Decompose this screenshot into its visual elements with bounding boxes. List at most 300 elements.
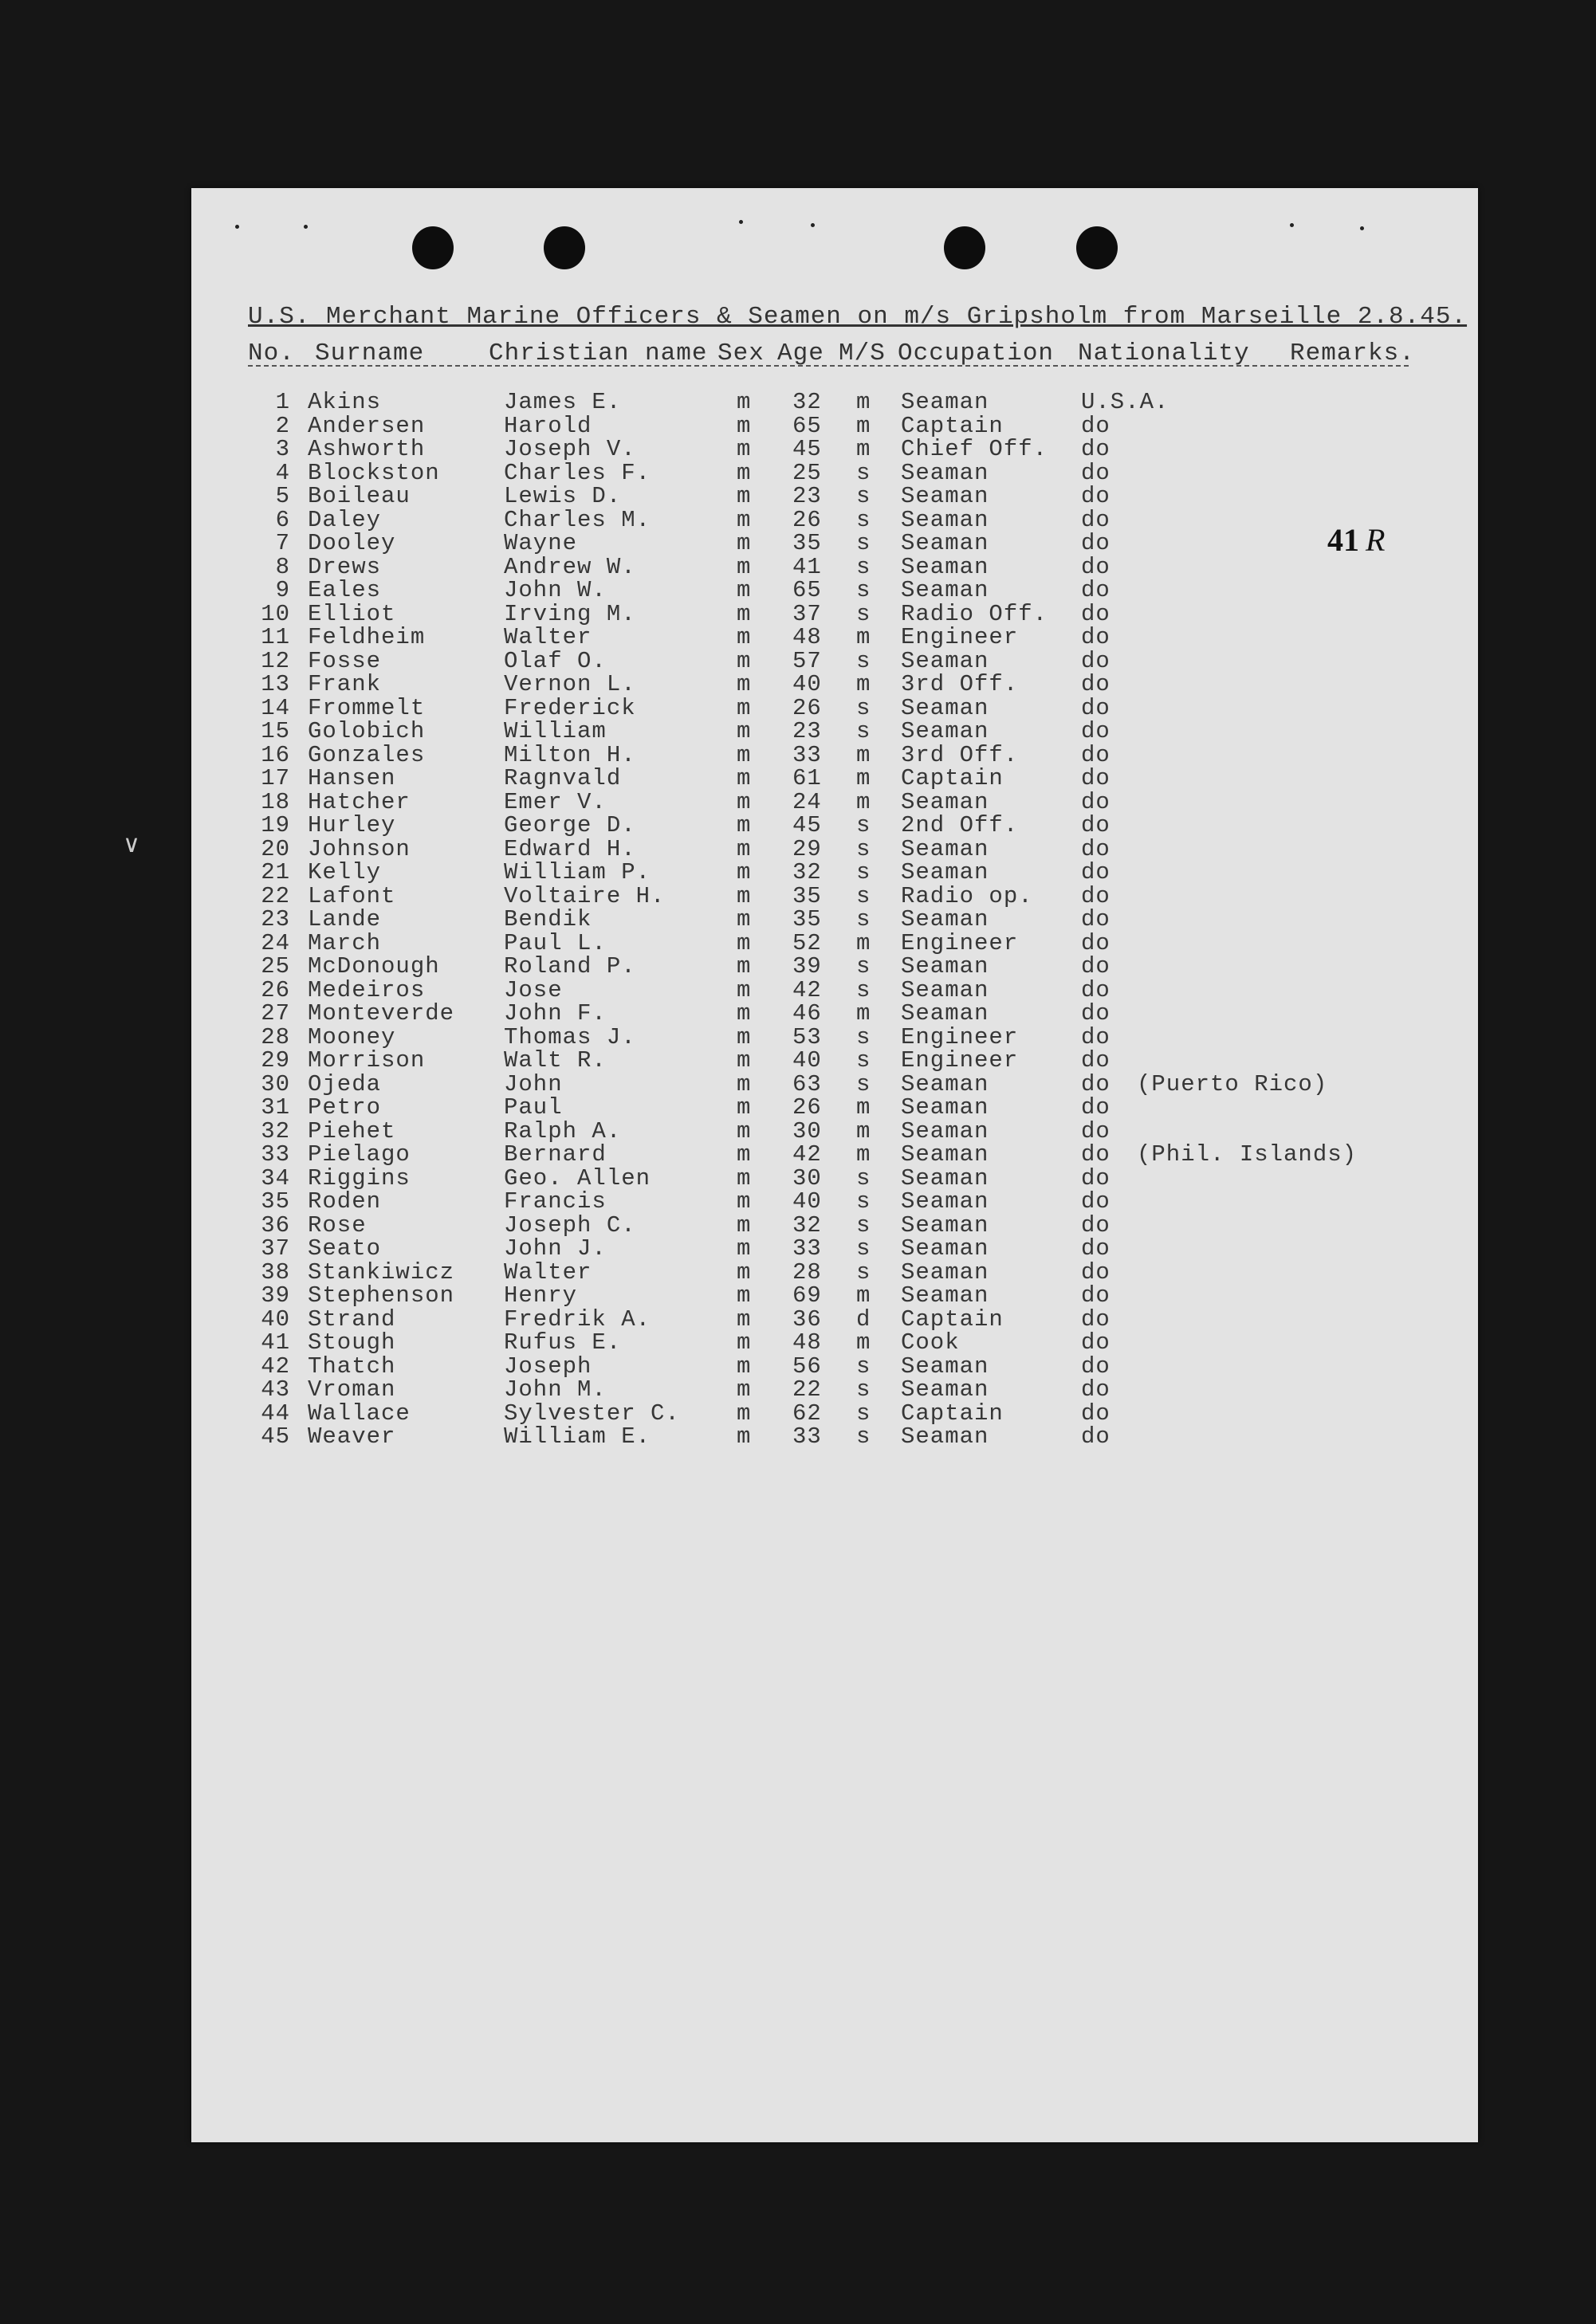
age-cell: 22 (792, 1376, 822, 1403)
nationality-cell: do (1081, 600, 1111, 627)
sex-cell: m (737, 389, 752, 415)
marital-status-cell: s (856, 1376, 871, 1403)
occupation-cell: 3rd Off. (901, 741, 1019, 768)
sex-cell: m (737, 976, 752, 1003)
nationality-cell: do (1081, 1400, 1111, 1427)
table-row (191, 554, 1478, 578)
nationality-cell: do (1081, 859, 1111, 885)
occupation-cell: Seaman (901, 1352, 989, 1380)
occupation-cell: Seaman (901, 835, 989, 862)
surname-cell: Andersen (308, 412, 426, 439)
table-row (191, 1423, 1478, 1450)
age-cell: 48 (792, 1329, 822, 1356)
age-cell: 35 (792, 530, 822, 556)
surname-cell: Thatch (308, 1352, 396, 1380)
age-cell: 33 (792, 741, 822, 768)
occupation-cell: Seaman (901, 1423, 989, 1450)
sex-cell: m (737, 694, 752, 721)
sex-cell: m (737, 647, 752, 674)
sex-cell: m (737, 1188, 752, 1215)
speck (739, 220, 743, 224)
remarks-cell: (Puerto Rico) (1137, 1070, 1328, 1097)
row-number-cell: 4 (275, 459, 290, 486)
marital-status-cell: s (856, 812, 871, 838)
sex-cell: m (737, 835, 752, 862)
table-row (191, 1211, 1478, 1239)
christian-name-cell: William (504, 718, 607, 744)
occupation-cell: Radio Off. (901, 600, 1048, 627)
surname-cell: Elliot (308, 600, 396, 627)
christian-name-cell: Walter (504, 624, 592, 650)
age-cell: 35 (792, 906, 822, 932)
nationality-cell: do (1081, 1376, 1111, 1403)
row-number-cell: 21 (261, 859, 290, 885)
marital-status-cell: s (856, 694, 871, 721)
table-row (191, 812, 1478, 836)
surname-cell: Feldheim (308, 624, 426, 650)
surname-cell: McDonough (308, 953, 440, 979)
occupation-cell: Seaman (901, 1141, 989, 1168)
table-row (191, 1188, 1478, 1215)
table-row (191, 460, 1478, 484)
marital-status-cell: m (856, 1117, 871, 1144)
marital-status-cell: s (856, 1070, 871, 1097)
sex-cell: m (737, 1423, 752, 1450)
marital-status-cell: s (856, 835, 871, 862)
occupation-cell: Seaman (901, 1094, 989, 1121)
surname-cell: Boileau (308, 483, 411, 509)
column-header-age: Age (777, 340, 824, 367)
punch-hole (1076, 226, 1118, 269)
nationality-cell: do (1081, 1305, 1111, 1333)
row-number-cell: 27 (261, 1000, 290, 1027)
nationality-cell: do (1081, 624, 1111, 650)
marital-status-cell: s (856, 459, 871, 486)
marital-status-cell: s (856, 577, 871, 603)
occupation-cell: Captain (901, 1305, 1004, 1333)
table-row (191, 413, 1478, 437)
age-cell: 32 (792, 859, 822, 885)
occupation-cell: Chief Off. (901, 436, 1048, 462)
sex-cell: m (737, 483, 752, 509)
row-number-cell: 18 (261, 788, 290, 815)
row-number-cell: 2 (275, 412, 290, 439)
age-cell: 65 (792, 577, 822, 603)
christian-name-cell: Milton H. (504, 741, 636, 768)
sex-cell: m (737, 1117, 752, 1144)
punch-hole (544, 226, 585, 269)
table-row (191, 1000, 1478, 1027)
occupation-cell: Captain (901, 412, 1004, 439)
age-cell: 23 (792, 718, 822, 744)
sex-cell: m (737, 882, 752, 909)
sex-cell: m (737, 530, 752, 556)
row-number-cell: 7 (275, 530, 290, 556)
nationality-cell: do (1081, 1258, 1111, 1286)
row-number-cell: 42 (261, 1352, 290, 1380)
table-row (191, 1329, 1478, 1356)
christian-name-cell: George D. (504, 812, 636, 838)
marital-status-cell: s (856, 1164, 871, 1191)
surname-cell: Stephenson (308, 1282, 455, 1309)
sex-cell: m (737, 506, 752, 533)
sex-cell: m (737, 1282, 752, 1309)
christian-name-cell: Joseph C. (504, 1211, 636, 1239)
table-row (191, 1235, 1478, 1262)
table-row (191, 977, 1478, 1001)
occupation-cell: Seaman (901, 953, 989, 979)
row-number-cell: 33 (261, 1141, 290, 1168)
nationality-cell: do (1081, 976, 1111, 1003)
age-cell: 45 (792, 812, 822, 838)
row-number-cell: 36 (261, 1211, 290, 1239)
surname-cell: Frank (308, 671, 382, 697)
christian-name-cell: Andrew W. (504, 553, 636, 580)
sex-cell: m (737, 718, 752, 744)
nationality-cell: do (1081, 1141, 1111, 1168)
marital-status-cell: s (856, 506, 871, 533)
occupation-cell: Seaman (901, 1164, 989, 1191)
table-row (191, 648, 1478, 672)
nationality-cell: do (1081, 459, 1111, 486)
occupation-cell: Seaman (901, 1117, 989, 1144)
sex-cell: m (737, 1305, 752, 1333)
table-row (191, 577, 1478, 601)
surname-cell: Hatcher (308, 788, 411, 815)
table-row (191, 1282, 1478, 1309)
christian-name-cell: Roland P. (504, 953, 636, 979)
marital-status-cell: s (856, 1258, 871, 1286)
christian-name-cell: Harold (504, 412, 592, 439)
christian-name-cell: Bendik (504, 906, 592, 932)
document-title: U.S. Merchant Marine Officers & Seamen on m/s Gripsholm from Marseille 2.8.45. (248, 303, 1468, 331)
row-number-cell: 23 (261, 906, 290, 932)
occupation-cell: Captain (901, 765, 1004, 791)
surname-cell: Vroman (308, 1376, 396, 1403)
christian-name-cell: Edward H. (504, 835, 636, 862)
age-cell: 69 (792, 1282, 822, 1309)
table-row (191, 789, 1478, 813)
surname-cell: Wallace (308, 1400, 411, 1427)
document-page (191, 188, 1478, 2142)
table-row (191, 1071, 1478, 1095)
nationality-cell: do (1081, 1094, 1111, 1121)
sex-cell: m (737, 1352, 752, 1380)
table-row (191, 1024, 1478, 1048)
table-row (191, 1094, 1478, 1121)
row-number-cell: 45 (261, 1423, 290, 1450)
occupation-cell: Seaman (901, 1258, 989, 1286)
surname-cell: Piehet (308, 1117, 396, 1144)
nationality-cell: do (1081, 1282, 1111, 1309)
row-number-cell: 43 (261, 1376, 290, 1403)
surname-cell: Drews (308, 553, 382, 580)
sex-cell: m (737, 1235, 752, 1262)
nationality-cell: do (1081, 741, 1111, 768)
occupation-cell: Captain (901, 1400, 1004, 1427)
age-cell: 26 (792, 694, 822, 721)
marital-status-cell: m (856, 1000, 871, 1027)
nationality-cell: do (1081, 1164, 1111, 1191)
row-number-cell: 30 (261, 1070, 290, 1097)
column-header-surname: Surname (315, 340, 425, 367)
marital-status-cell: s (856, 483, 871, 509)
age-cell: 23 (792, 483, 822, 509)
age-cell: 52 (792, 929, 822, 956)
occupation-cell: Seaman (901, 1188, 989, 1215)
occupation-cell: Engineer (901, 1023, 1019, 1050)
surname-cell: Golobich (308, 718, 426, 744)
marital-status-cell: s (856, 906, 871, 932)
christian-name-cell: John (504, 1070, 563, 1097)
christian-name-cell: Fredrik A. (504, 1305, 651, 1333)
nationality-cell: do (1081, 835, 1111, 862)
surname-cell: Blockston (308, 459, 440, 486)
surname-cell: Stough (308, 1329, 396, 1356)
table-row (191, 1118, 1478, 1142)
occupation-cell: Seaman (901, 718, 989, 744)
surname-cell: Fosse (308, 647, 382, 674)
christian-name-cell: Joseph V. (504, 436, 636, 462)
table-row (191, 671, 1478, 695)
occupation-cell: Seaman (901, 1376, 989, 1403)
nationality-cell: do (1081, 765, 1111, 791)
row-number-cell: 12 (261, 647, 290, 674)
christian-name-cell: Rufus E. (504, 1329, 622, 1356)
row-number-cell: 44 (261, 1400, 290, 1427)
sex-cell: m (737, 459, 752, 486)
table-row (191, 1165, 1478, 1189)
row-number-cell: 6 (275, 506, 290, 533)
occupation-cell: Seaman (901, 906, 989, 932)
margin-mark: ∨ (123, 830, 140, 858)
sex-cell: m (737, 671, 752, 697)
christian-name-cell: Henry (504, 1282, 578, 1309)
nationality-cell: do (1081, 436, 1111, 462)
row-number-cell: 34 (261, 1164, 290, 1191)
page-mark-number: 41 (1327, 522, 1359, 558)
row-number-cell: 14 (261, 694, 290, 721)
speck (1360, 226, 1364, 230)
occupation-cell: Seaman (901, 530, 989, 556)
marital-status-cell: d (856, 1305, 871, 1333)
christian-name-cell: Walt R. (504, 1047, 607, 1074)
column-header-occupation: Occupation (898, 340, 1055, 367)
speck (811, 223, 815, 227)
column-header-no: No. (248, 340, 295, 367)
age-cell: 57 (792, 647, 822, 674)
sex-cell: m (737, 788, 752, 815)
sex-cell: m (737, 412, 752, 439)
sex-cell: m (737, 1329, 752, 1356)
surname-cell: Ojeda (308, 1070, 382, 1097)
christian-name-cell: Olaf O. (504, 647, 607, 674)
row-number-cell: 39 (261, 1282, 290, 1309)
surname-cell: Strand (308, 1305, 396, 1333)
nationality-cell: do (1081, 1423, 1111, 1450)
row-number-cell: 3 (275, 436, 290, 462)
table-row (191, 718, 1478, 742)
table-row (191, 765, 1478, 789)
punch-hole (412, 226, 454, 269)
nationality-cell: do (1081, 882, 1111, 909)
nationality-cell: do (1081, 1352, 1111, 1380)
surname-cell: Frommelt (308, 694, 426, 721)
nationality-cell: do (1081, 1235, 1111, 1262)
sex-cell: m (737, 859, 752, 885)
table-row (191, 1047, 1478, 1074)
row-number-cell: 26 (261, 976, 290, 1003)
occupation-cell: Seaman (901, 1211, 989, 1239)
table-row (191, 1376, 1478, 1403)
nationality-cell: do (1081, 812, 1111, 838)
row-number-cell: 35 (261, 1188, 290, 1215)
nationality-cell: do (1081, 1329, 1111, 1356)
occupation-cell: Seaman (901, 976, 989, 1003)
age-cell: 24 (792, 788, 822, 815)
surname-cell: Johnson (308, 835, 411, 862)
marital-status-cell: s (856, 553, 871, 580)
table-row (191, 601, 1478, 625)
christian-name-cell: Charles F. (504, 459, 651, 486)
age-cell: 40 (792, 671, 822, 697)
table-row (191, 930, 1478, 954)
nationality-cell: do (1081, 1047, 1111, 1074)
age-cell: 56 (792, 1352, 822, 1380)
row-number-cell: 16 (261, 741, 290, 768)
nationality-cell: U.S.A. (1081, 389, 1169, 415)
christian-name-cell: Jose (504, 976, 563, 1003)
surname-cell: Roden (308, 1188, 382, 1215)
table-row (191, 1305, 1478, 1333)
surname-cell: Weaver (308, 1423, 396, 1450)
nationality-cell: do (1081, 506, 1111, 533)
christian-name-cell: Frederick (504, 694, 636, 721)
marital-status-cell: s (856, 1352, 871, 1380)
row-number-cell: 17 (261, 765, 290, 791)
marital-status-cell: m (856, 624, 871, 650)
age-cell: 61 (792, 765, 822, 791)
age-cell: 33 (792, 1423, 822, 1450)
row-number-cell: 24 (261, 929, 290, 956)
remarks-cell: (Phil. Islands) (1137, 1141, 1358, 1168)
table-row (191, 883, 1478, 907)
marital-status-cell: s (856, 718, 871, 744)
occupation-cell: Seaman (901, 389, 989, 415)
sex-cell: m (737, 765, 752, 791)
age-cell: 42 (792, 976, 822, 1003)
table-row (191, 483, 1478, 507)
christian-name-cell: Irving M. (504, 600, 636, 627)
age-cell: 41 (792, 553, 822, 580)
christian-name-cell: Thomas J. (504, 1023, 636, 1050)
age-cell: 36 (792, 1305, 822, 1333)
punch-hole (944, 226, 985, 269)
surname-cell: Hansen (308, 765, 396, 791)
occupation-cell: Seaman (901, 788, 989, 815)
christian-name-cell: William P. (504, 859, 651, 885)
age-cell: 30 (792, 1164, 822, 1191)
nationality-cell: do (1081, 483, 1111, 509)
sex-cell: m (737, 906, 752, 932)
row-number-cell: 41 (261, 1329, 290, 1356)
marital-status-cell: s (856, 882, 871, 909)
sex-cell: m (737, 953, 752, 979)
age-cell: 48 (792, 624, 822, 650)
occupation-cell: Engineer (901, 929, 1019, 956)
marital-status-cell: s (856, 1400, 871, 1427)
marital-status-cell: s (856, 647, 871, 674)
surname-cell: Ashworth (308, 436, 426, 462)
row-number-cell: 9 (275, 577, 290, 603)
surname-cell: Stankiwicz (308, 1258, 455, 1286)
sex-cell: m (737, 577, 752, 603)
sex-cell: m (737, 600, 752, 627)
occupation-cell: Seaman (901, 1070, 989, 1097)
surname-cell: Petro (308, 1094, 382, 1121)
marital-status-cell: s (856, 1023, 871, 1050)
surname-cell: Medeiros (308, 976, 426, 1003)
occupation-cell: Cook (901, 1329, 960, 1356)
christian-name-cell: John M. (504, 1376, 607, 1403)
marital-status-cell: s (856, 1211, 871, 1239)
marital-status-cell: s (856, 859, 871, 885)
age-cell: 37 (792, 600, 822, 627)
surname-cell: Mooney (308, 1023, 396, 1050)
row-number-cell: 38 (261, 1258, 290, 1286)
christian-name-cell: Bernard (504, 1141, 607, 1168)
christian-name-cell: Ragnvald (504, 765, 622, 791)
row-number-cell: 8 (275, 553, 290, 580)
occupation-cell: 3rd Off. (901, 671, 1019, 697)
column-header-nationality: Nationality (1078, 340, 1250, 367)
christian-name-cell: Emer V. (504, 788, 607, 815)
age-cell: 32 (792, 1211, 822, 1239)
row-number-cell: 10 (261, 600, 290, 627)
surname-cell: Akins (308, 389, 382, 415)
sex-cell: m (737, 929, 752, 956)
sex-cell: m (737, 1258, 752, 1286)
christian-name-cell: John W. (504, 577, 607, 603)
table-row (191, 389, 1478, 413)
occupation-cell: Seaman (901, 694, 989, 721)
table-row (191, 624, 1478, 648)
column-header-christian-name: Christian name (489, 340, 708, 367)
nationality-cell: do (1081, 1211, 1111, 1239)
nationality-cell: do (1081, 1188, 1111, 1215)
age-cell: 62 (792, 1400, 822, 1427)
occupation-cell: Seaman (901, 553, 989, 580)
age-cell: 25 (792, 459, 822, 486)
christian-name-cell: John J. (504, 1235, 607, 1262)
row-number-cell: 29 (261, 1047, 290, 1074)
occupation-cell: Seaman (901, 459, 989, 486)
occupation-cell: Engineer (901, 624, 1019, 650)
age-cell: 26 (792, 1094, 822, 1121)
row-number-cell: 1 (275, 389, 290, 415)
column-header-remarks: Remarks. (1290, 340, 1415, 367)
marital-status-cell: s (856, 1047, 871, 1074)
age-cell: 33 (792, 1235, 822, 1262)
table-row (191, 1141, 1478, 1168)
surname-cell: Rose (308, 1211, 367, 1239)
christian-name-cell: Vernon L. (504, 671, 636, 697)
christian-name-cell: Ralph A. (504, 1117, 622, 1144)
age-cell: 65 (792, 412, 822, 439)
row-number-cell: 15 (261, 718, 290, 744)
surname-cell: Lande (308, 906, 382, 932)
age-cell: 42 (792, 1141, 822, 1168)
